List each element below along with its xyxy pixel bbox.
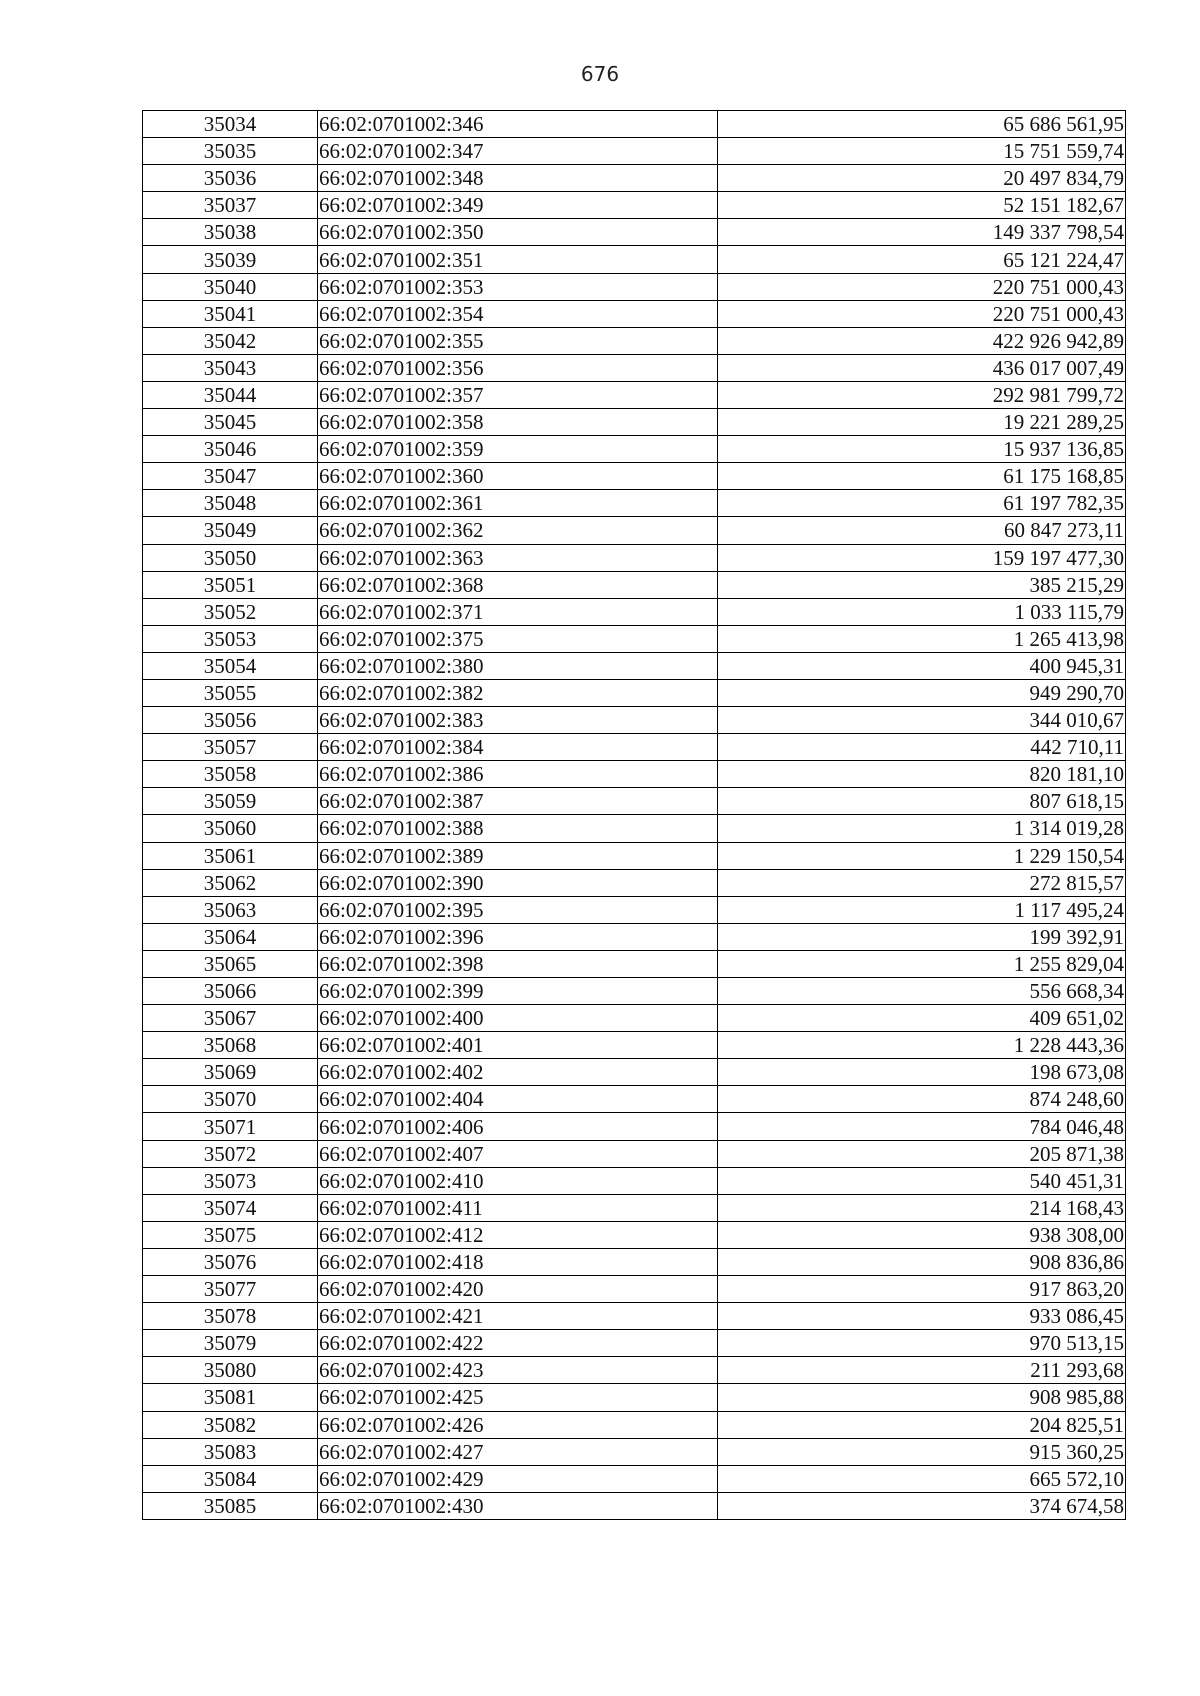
row-number-cell: 35068 [143,1032,318,1059]
cadastral-number-cell: 66:02:0701002:375 [318,625,718,652]
table-row [143,1411,1126,1438]
row-number-cell: 35069 [143,1059,318,1086]
table-row [143,896,1126,923]
row-number-cell: 35035 [143,138,318,165]
cadastral-value-cell: 15 937 136,85 [718,436,1126,463]
row-number-cell: 35084 [143,1465,318,1492]
cadastral-number-cell: 66:02:0701002:427 [318,1438,718,1465]
row-number-cell: 35047 [143,463,318,490]
cadastral-value-cell: 374 674,58 [718,1492,1126,1519]
table-row [143,1032,1126,1059]
cadastral-value-cell: 1 314 019,28 [718,815,1126,842]
row-number-cell: 35064 [143,923,318,950]
row-number-cell: 35043 [143,354,318,381]
cadastral-number-cell: 66:02:0701002:351 [318,246,718,273]
cadastral-number-cell: 66:02:0701002:368 [318,571,718,598]
cadastral-number-cell: 66:02:0701002:389 [318,842,718,869]
row-number-cell: 35065 [143,950,318,977]
cadastral-value-cell: 344 010,67 [718,707,1126,734]
cadastral-value-cell: 1 265 413,98 [718,625,1126,652]
table-row [143,869,1126,896]
table-row [143,165,1126,192]
table-row [143,950,1126,977]
table-row [143,625,1126,652]
row-number-cell: 35050 [143,544,318,571]
row-number-cell: 35049 [143,517,318,544]
table-row [143,192,1126,219]
cadastral-value-cell: 938 308,00 [718,1221,1126,1248]
cadastral-number-cell: 66:02:0701002:426 [318,1411,718,1438]
table-row [143,923,1126,950]
cadastral-value-cell: 214 168,43 [718,1194,1126,1221]
cadastral-value-cell: 915 360,25 [718,1438,1126,1465]
table-row [143,409,1126,436]
table-row [143,978,1126,1005]
row-number-cell: 35056 [143,707,318,734]
cadastral-number-cell: 66:02:0701002:358 [318,409,718,436]
cadastral-value-cell: 65 686 561,95 [718,111,1126,138]
table-row [143,598,1126,625]
table-row [143,679,1126,706]
table-row [143,1140,1126,1167]
cadastral-value-cell: 442 710,11 [718,734,1126,761]
cadastral-number-cell: 66:02:0701002:350 [318,219,718,246]
cadastral-number-cell: 66:02:0701002:423 [318,1357,718,1384]
cadastral-number-cell: 66:02:0701002:421 [318,1303,718,1330]
row-number-cell: 35051 [143,571,318,598]
table-row [143,327,1126,354]
row-number-cell: 35072 [143,1140,318,1167]
table-body [143,111,1126,1520]
cadastral-value-cell: 874 248,60 [718,1086,1126,1113]
cadastral-value-cell: 61 175 168,85 [718,463,1126,490]
cadastral-value-cell: 908 836,86 [718,1248,1126,1275]
table-row [143,1113,1126,1140]
cadastral-value-cell: 149 337 798,54 [718,219,1126,246]
table-row [143,517,1126,544]
cadastral-value-cell: 15 751 559,74 [718,138,1126,165]
cadastral-number-cell: 66:02:0701002:398 [318,950,718,977]
cadastral-value-table [142,110,1126,1520]
table-row [143,761,1126,788]
cadastral-value-cell: 220 751 000,43 [718,273,1126,300]
cadastral-value-cell: 820 181,10 [718,761,1126,788]
cadastral-value-cell: 400 945,31 [718,652,1126,679]
row-number-cell: 35034 [143,111,318,138]
cadastral-value-cell: 665 572,10 [718,1465,1126,1492]
row-number-cell: 35060 [143,815,318,842]
cadastral-value-cell: 1 117 495,24 [718,896,1126,923]
cadastral-value-cell: 19 221 289,25 [718,409,1126,436]
cadastral-value-cell: 205 871,38 [718,1140,1126,1167]
cadastral-number-cell: 66:02:0701002:410 [318,1167,718,1194]
cadastral-value-cell: 540 451,31 [718,1167,1126,1194]
cadastral-value-cell: 65 121 224,47 [718,246,1126,273]
cadastral-number-cell: 66:02:0701002:404 [318,1086,718,1113]
cadastral-number-cell: 66:02:0701002:346 [318,111,718,138]
cadastral-number-cell: 66:02:0701002:362 [318,517,718,544]
row-number-cell: 35054 [143,652,318,679]
table-row [143,1330,1126,1357]
row-number-cell: 35078 [143,1303,318,1330]
row-number-cell: 35081 [143,1384,318,1411]
row-number-cell: 35052 [143,598,318,625]
table-row [143,1492,1126,1519]
cadastral-value-cell: 970 513,15 [718,1330,1126,1357]
row-number-cell: 35037 [143,192,318,219]
table-row [143,842,1126,869]
row-number-cell: 35066 [143,978,318,1005]
cadastral-number-cell: 66:02:0701002:429 [318,1465,718,1492]
cadastral-value-cell: 220 751 000,43 [718,300,1126,327]
cadastral-value-cell: 933 086,45 [718,1303,1126,1330]
cadastral-number-cell: 66:02:0701002:411 [318,1194,718,1221]
cadastral-number-cell: 66:02:0701002:406 [318,1113,718,1140]
cadastral-value-cell: 436 017 007,49 [718,354,1126,381]
row-number-cell: 35085 [143,1492,318,1519]
cadastral-number-cell: 66:02:0701002:388 [318,815,718,842]
row-number-cell: 35036 [143,165,318,192]
cadastral-number-cell: 66:02:0701002:390 [318,869,718,896]
table-row [143,490,1126,517]
table-row [143,1438,1126,1465]
table-row [143,1303,1126,1330]
cadastral-number-cell: 66:02:0701002:430 [318,1492,718,1519]
cadastral-value-cell: 908 985,88 [718,1384,1126,1411]
cadastral-number-cell: 66:02:0701002:380 [318,652,718,679]
cadastral-number-cell: 66:02:0701002:382 [318,679,718,706]
cadastral-number-cell: 66:02:0701002:399 [318,978,718,1005]
cadastral-number-cell: 66:02:0701002:356 [318,354,718,381]
table-row [143,707,1126,734]
row-number-cell: 35082 [143,1411,318,1438]
table-row [143,1005,1126,1032]
cadastral-number-cell: 66:02:0701002:418 [318,1248,718,1275]
table-row [143,354,1126,381]
cadastral-number-cell: 66:02:0701002:383 [318,707,718,734]
row-number-cell: 35055 [143,679,318,706]
table-row [143,1194,1126,1221]
table-row [143,1086,1126,1113]
cadastral-number-cell: 66:02:0701002:355 [318,327,718,354]
row-number-cell: 35061 [143,842,318,869]
cadastral-number-cell: 66:02:0701002:353 [318,273,718,300]
row-number-cell: 35063 [143,896,318,923]
cadastral-number-cell: 66:02:0701002:425 [318,1384,718,1411]
cadastral-number-cell: 66:02:0701002:357 [318,381,718,408]
row-number-cell: 35038 [143,219,318,246]
row-number-cell: 35067 [143,1005,318,1032]
cadastral-value-cell: 409 651,02 [718,1005,1126,1032]
row-number-cell: 35044 [143,381,318,408]
page-number: 676 [580,62,620,86]
cadastral-number-cell: 66:02:0701002:422 [318,1330,718,1357]
cadastral-value-cell: 159 197 477,30 [718,544,1126,571]
cadastral-number-cell: 66:02:0701002:412 [318,1221,718,1248]
row-number-cell: 35039 [143,246,318,273]
table-row [143,219,1126,246]
table-row [143,381,1126,408]
cadastral-value-cell: 204 825,51 [718,1411,1126,1438]
table-row [143,1059,1126,1086]
cadastral-value-cell: 60 847 273,11 [718,517,1126,544]
cadastral-number-cell: 66:02:0701002:371 [318,598,718,625]
row-number-cell: 35041 [143,300,318,327]
table-row [143,734,1126,761]
cadastral-value-cell: 61 197 782,35 [718,490,1126,517]
row-number-cell: 35071 [143,1113,318,1140]
cadastral-number-cell: 66:02:0701002:401 [318,1032,718,1059]
cadastral-value-cell: 949 290,70 [718,679,1126,706]
cadastral-value-cell: 1 033 115,79 [718,598,1126,625]
row-number-cell: 35074 [143,1194,318,1221]
cadastral-number-cell: 66:02:0701002:354 [318,300,718,327]
cadastral-value-cell: 198 673,08 [718,1059,1126,1086]
cadastral-number-cell: 66:02:0701002:348 [318,165,718,192]
table-row [143,1248,1126,1275]
table-row [143,138,1126,165]
cadastral-number-cell: 66:02:0701002:402 [318,1059,718,1086]
table-row [143,111,1126,138]
cadastral-number-cell: 66:02:0701002:384 [318,734,718,761]
table-row [143,1357,1126,1384]
data-table-container [142,110,1126,1520]
row-number-cell: 35040 [143,273,318,300]
cadastral-number-cell: 66:02:0701002:395 [318,896,718,923]
row-number-cell: 35045 [143,409,318,436]
cadastral-value-cell: 784 046,48 [718,1113,1126,1140]
cadastral-value-cell: 1 255 829,04 [718,950,1126,977]
cadastral-number-cell: 66:02:0701002:347 [318,138,718,165]
cadastral-value-cell: 211 293,68 [718,1357,1126,1384]
row-number-cell: 35083 [143,1438,318,1465]
cadastral-number-cell: 66:02:0701002:361 [318,490,718,517]
cadastral-value-cell: 385 215,29 [718,571,1126,598]
row-number-cell: 35059 [143,788,318,815]
table-row [143,1167,1126,1194]
cadastral-value-cell: 1 229 150,54 [718,842,1126,869]
cadastral-number-cell: 66:02:0701002:400 [318,1005,718,1032]
table-row [143,1276,1126,1303]
row-number-cell: 35062 [143,869,318,896]
cadastral-number-cell: 66:02:0701002:386 [318,761,718,788]
cadastral-number-cell: 66:02:0701002:360 [318,463,718,490]
cadastral-value-cell: 52 151 182,67 [718,192,1126,219]
row-number-cell: 35058 [143,761,318,788]
cadastral-value-cell: 917 863,20 [718,1276,1126,1303]
cadastral-value-cell: 556 668,34 [718,978,1126,1005]
cadastral-number-cell: 66:02:0701002:407 [318,1140,718,1167]
cadastral-number-cell: 66:02:0701002:387 [318,788,718,815]
cadastral-value-cell: 199 392,91 [718,923,1126,950]
cadastral-number-cell: 66:02:0701002:396 [318,923,718,950]
row-number-cell: 35053 [143,625,318,652]
cadastral-value-cell: 272 815,57 [718,869,1126,896]
row-number-cell: 35057 [143,734,318,761]
row-number-cell: 35076 [143,1248,318,1275]
table-row [143,300,1126,327]
row-number-cell: 35048 [143,490,318,517]
row-number-cell: 35073 [143,1167,318,1194]
table-row [143,463,1126,490]
table-row [143,544,1126,571]
table-row [143,652,1126,679]
cadastral-value-cell: 807 618,15 [718,788,1126,815]
cadastral-number-cell: 66:02:0701002:420 [318,1276,718,1303]
row-number-cell: 35042 [143,327,318,354]
table-row [143,815,1126,842]
table-row [143,1384,1126,1411]
table-row [143,571,1126,598]
table-row [143,788,1126,815]
cadastral-number-cell: 66:02:0701002:359 [318,436,718,463]
table-row [143,1465,1126,1492]
cadastral-number-cell: 66:02:0701002:349 [318,192,718,219]
table-row [143,273,1126,300]
row-number-cell: 35075 [143,1221,318,1248]
table-row [143,436,1126,463]
row-number-cell: 35080 [143,1357,318,1384]
table-row [143,1221,1126,1248]
cadastral-value-cell: 422 926 942,89 [718,327,1126,354]
row-number-cell: 35077 [143,1276,318,1303]
cadastral-value-cell: 1 228 443,36 [718,1032,1126,1059]
cadastral-value-cell: 20 497 834,79 [718,165,1126,192]
row-number-cell: 35079 [143,1330,318,1357]
row-number-cell: 35046 [143,436,318,463]
cadastral-value-cell: 292 981 799,72 [718,381,1126,408]
cadastral-number-cell: 66:02:0701002:363 [318,544,718,571]
table-row [143,246,1126,273]
row-number-cell: 35070 [143,1086,318,1113]
